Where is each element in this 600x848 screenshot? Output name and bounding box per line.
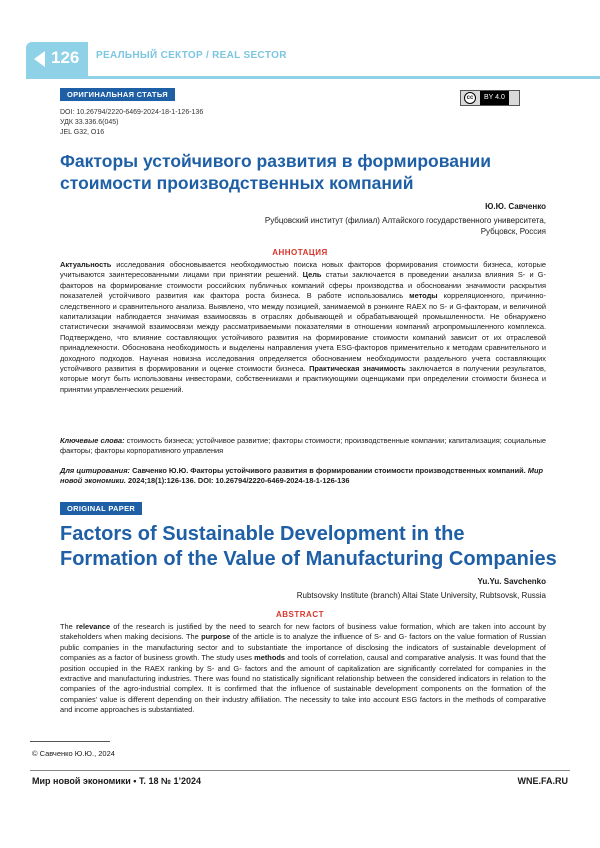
- abstract-en-heading: ABSTRACT: [0, 610, 600, 619]
- udk: УДК 33.336.6(045): [60, 118, 203, 128]
- abstract-en-text2: of the article is to analyze the influence of S- and G- factors on the value formation of Russian public companies in the manufacturing sector and to substantiate the importance of disclosing the indicators of sustainable development of companies as a factor of business growth. The study uses: [60, 632, 546, 662]
- author-ru: Ю.Ю. Савченко: [485, 202, 546, 211]
- citation-ru-label: Для цитирования:: [60, 466, 130, 475]
- abstract-en-key2: purpose: [201, 632, 230, 641]
- abstract-ru-text1: исследования обосновывается необходимостью поиска новых факторов формирования стоимости бизнеса, которые учитываются заинтересованными лицами при принятии решений.: [60, 260, 546, 279]
- doi[interactable]: DOI: 10.26794/2220-6469-2024-18-1-126-136: [60, 108, 203, 118]
- abstract-en: [60, 622, 546, 716]
- footer-journal: Мир новой экономики • Т. 18 № 1’2024: [32, 776, 201, 786]
- abstract-ru-text3: корреляционного, причинно-следственного и сравнительного анализа. Выявлено, что между позицией, занимаемой в рэнкинге RAEX по S- и G-факторам, и величиной капитализации наблюдается значимая взаимосвязь в отраслях добывающей и обрабатывающей промышленности. Не обнаружено статистически значимой взаимосвязи между рассматриваемыми показателями в отношении компаний агропромышленного комплекса. Подтверждено, что влияние составляющих устойчивого развития на формирование стоимости компаний зависит от их отраслевой принадлежности. Обоснована необходимость и выделены направления учета ESG-факторов применительно к методам сравнительного и доходного подходов. Научная новизна исследования определяется обоснованием необходимости раздельного учета составляющих устойчивого развития в формировании и оценке стоимости бизнеса.: [60, 291, 546, 373]
- footer-divider: [30, 770, 570, 771]
- abstract-ru-heading: АННОТАЦИЯ: [0, 248, 600, 257]
- abstract-en-text1: of the research is justified by the need to search for new factors of business value formation, which are taken into account by stakeholders when making decisions. The: [60, 622, 546, 641]
- keywords-ru-label: Ключевые слова:: [60, 436, 125, 445]
- abstract-en-key3: methods: [254, 653, 285, 662]
- abstract-ru-key2: Цель: [303, 270, 322, 279]
- copyright-divider: [30, 741, 110, 742]
- section-label: РЕАЛЬНЫЙ СЕКТОР / REAL SECTOR: [96, 50, 287, 61]
- title-ru: Факторы устойчивого развития в формировании стоимости производственных компаний: [60, 150, 560, 194]
- license-label: BY 4.0: [480, 91, 509, 105]
- affiliation-ru-line2: Рубцовск, Россия: [481, 226, 546, 237]
- header-divider: [26, 76, 600, 79]
- abstract-ru-key1: Актуальность: [60, 260, 111, 269]
- arrow-left-icon: [34, 51, 45, 67]
- citation-ru-journal: Мир новой экономики.: [60, 466, 543, 485]
- citation-ru: [60, 466, 546, 487]
- citation-ru-text1: Савченко Ю.Ю. Факторы устойчивого развития в формировании стоимости производственных компаний.: [130, 466, 528, 475]
- affiliation-en: Rubtsovsky Institute (branch) Altai State University, Rubtsovsk, Russia: [297, 590, 546, 601]
- abstract-en-text0: The: [60, 622, 76, 631]
- creative-commons-icon: cc: [464, 92, 476, 104]
- cc-license-badge[interactable]: [460, 90, 520, 106]
- abstract-ru-key4: Практическая значимость: [309, 364, 406, 373]
- keywords-ru-text: стоимость бизнеса; устойчивое развитие; факторы стоимости; производственные компании; капитализация; социальные факторы; факторы корпоративного управления: [60, 436, 546, 455]
- article-type-badge-ru: ОРИГИНАЛЬНАЯ СТАТЬЯ: [60, 88, 175, 101]
- page-number-tab: [26, 42, 88, 76]
- copyright: © Савченко Ю.Ю., 2024: [32, 749, 115, 758]
- footer-site-link[interactable]: WNE.FA.RU: [518, 776, 569, 786]
- abstract-ru-key3: методы: [409, 291, 437, 300]
- abstract-ru: [60, 260, 546, 395]
- keywords-ru: [60, 436, 546, 457]
- jel: JEL G32, O16: [60, 128, 203, 138]
- abstract-ru-text2: статьи заключается в проведении анализа влияния S- и G-факторов на формирование стоимости российских публичных компаний сферы производства и обосновании значимости раскрытия показателей устойчивого развития как фактора роста бизнеса. В работе использовались: [60, 270, 546, 300]
- affiliation-ru-line1: Рубцовский институт (филиал) Алтайского государственного университета,: [265, 215, 546, 226]
- author-en: Yu.Yu. Savchenko: [478, 577, 546, 586]
- page-number: 126: [51, 48, 79, 68]
- abstract-en-text3: and tools of correlation, causal and comparative analysis. It was found that the position occupied in the RAEX ranking by S- and G- factors and the amount of capitalization are significantly correlated for companies in the extractive and manufacturing industries. There was found no statistically significant relationship between the considered indicators in relation to the companies of the agro-industrial complex. It is confirmed that the influence of sustainable development components on the formation of the companies’ value is different depending on their industry affiliation. The necessity to take into account ESG factors in the methods of comparative and income approaches is substantiated.: [60, 653, 546, 714]
- abstract-ru-text4: заключается в получении результатов, которые могут быть использованы инвесторами, собственниками и практикующими оценщиками при определении стоимости бизнеса и принятии управленческих решений.: [60, 364, 546, 394]
- article-meta: [60, 108, 203, 138]
- title-en: Factors of Sustainable Development in the Formation of the Value of Manufacturing Companies: [60, 522, 560, 572]
- citation-ru-text2: 2024;18(1):126-136. DOI: 10.26794/2220-6469-2024-18-1-126-136: [126, 476, 350, 485]
- page-header: [0, 0, 600, 82]
- article-type-badge-en: ORIGINAL PAPER: [60, 502, 142, 515]
- abstract-en-key1: relevance: [76, 622, 110, 631]
